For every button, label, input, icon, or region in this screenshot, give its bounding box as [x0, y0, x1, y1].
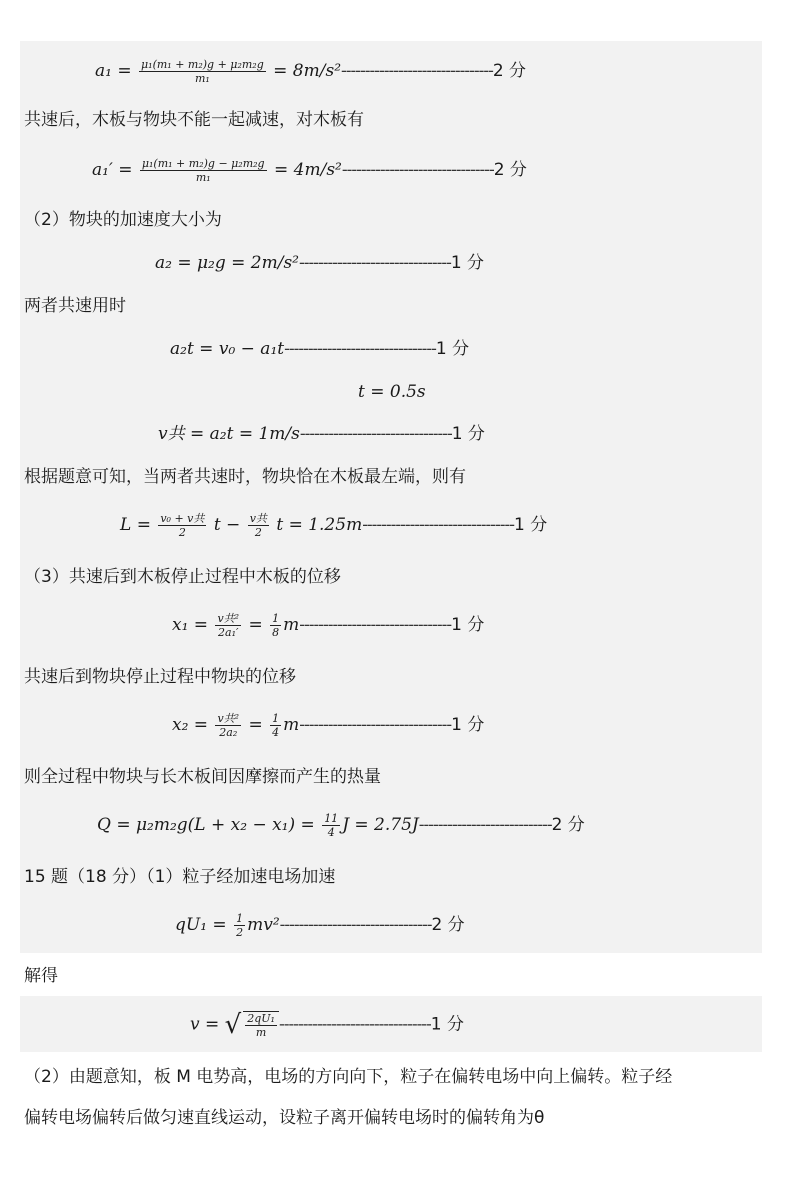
eq-lhs: a₁′ = [92, 160, 133, 180]
eq-lhs: x₁ = [172, 615, 209, 635]
numerator: 1 [272, 612, 280, 625]
score-label: 2 分 [492, 61, 527, 81]
eq-rhs: t = 1.25m [276, 515, 363, 535]
score-dashes: -------------------------------- [299, 615, 452, 635]
text-line: 15 题（18 分）（1）粒子经加速电场加速 [24, 867, 336, 887]
text-line: 共速后，木板与物块不能一起减速，对木板有 [24, 110, 364, 130]
denominator: 4 [272, 726, 280, 739]
score-label: 2 分 [431, 915, 465, 935]
eq-sign: = [248, 715, 263, 735]
denominator: 8 [272, 626, 280, 639]
fraction [215, 612, 241, 639]
denominator: m₁ [194, 72, 210, 85]
score-label: 2 分 [493, 160, 527, 180]
numerator: 1 [236, 912, 244, 925]
eq-rhs: = 8m/s² [273, 61, 342, 81]
text-line: 两者共速用时 [24, 296, 126, 316]
eq-rhs: m [283, 715, 300, 735]
eq-rhs: J = 2.75J [342, 815, 419, 835]
eq-lhs: a₁ = [95, 61, 132, 81]
numerator: μ₁(m₁ + m₂)g + μ₂m₂g [141, 58, 264, 71]
text-line: 解得 [24, 966, 58, 986]
fraction [215, 712, 241, 739]
eq-lhs: Q = μ₂m₂g(L + x₂ − x₁) = [97, 815, 315, 835]
eq-body: a₂t = v₀ − a₁t [170, 339, 285, 359]
score-dashes: -------------------------------- [278, 1014, 431, 1035]
score-dashes: -------------------------------- [341, 61, 493, 81]
fraction [322, 812, 340, 839]
equation-a1-prime [92, 157, 527, 184]
fraction [248, 512, 269, 539]
fraction [245, 1012, 277, 1039]
score-label: 1 分 [435, 339, 470, 359]
eq-lhs: L = [120, 515, 151, 535]
numerator: 11 [324, 812, 339, 825]
equation-a2 [155, 251, 484, 275]
equation-v-common [158, 422, 485, 446]
score-dashes: -------------------------------- [362, 515, 514, 535]
text-line: （2）由题意知，板 M 电势高，电场的方向向下，粒子在偏转电场中向上偏转。粒子经 [24, 1067, 673, 1087]
eq-body: v共 = a₂t = 1m/s [158, 424, 300, 444]
score-label: 1 分 [450, 253, 485, 273]
eq-sign: = [248, 615, 263, 635]
equation-x1 [172, 612, 484, 639]
fraction [270, 612, 281, 639]
score-label: 2 分 [551, 815, 585, 835]
sqrt-radicand [243, 1011, 279, 1039]
numerator: 1 [272, 712, 280, 725]
text-line: 根据题意可知，当两者共速时，物块恰在木板最左端，则有 [24, 467, 466, 487]
fraction [234, 912, 245, 939]
equation-qU1 [175, 912, 465, 939]
numerator: v共² [217, 612, 240, 625]
fraction [158, 512, 206, 539]
numerator: v共² [217, 712, 240, 725]
equation-t-value: t = 0.5s [358, 382, 426, 402]
denominator: 2 [236, 926, 244, 939]
eq-rhs: mv² [247, 915, 280, 935]
score-label: 1 分 [514, 515, 548, 535]
score-dashes: -------------------------------- [279, 915, 432, 935]
denominator: 4 [327, 826, 335, 839]
score-label: 1 分 [451, 615, 485, 635]
score-dashes: ---------------------------- [418, 815, 552, 835]
numerator: 2qU₁ [247, 1012, 275, 1025]
score-dashes: -------------------------------- [299, 253, 451, 273]
denominator: m₁ [195, 171, 211, 184]
equation-x2 [172, 712, 484, 739]
numerator: μ₁(m₁ + m₂)g − μ₂m₂g [141, 157, 265, 170]
eq-rhs: = 4m/s² [274, 160, 342, 180]
fraction [140, 157, 267, 184]
eq-rhs: m [283, 615, 300, 635]
equation-a1 [95, 58, 526, 85]
score-label: 1 分 [451, 424, 485, 444]
eq-lhs: v = [190, 1014, 220, 1035]
sqrt-icon: √ [224, 1010, 242, 1040]
denominator: 2a₁′ [218, 626, 239, 639]
denominator: 2a₂ [219, 726, 238, 739]
equation-time [170, 337, 469, 361]
score-label: 1 分 [430, 1014, 465, 1035]
equation-v [190, 1011, 464, 1039]
eq-mid: t − [213, 515, 241, 535]
score-dashes: -------------------------------- [299, 715, 452, 735]
text-line: 则全过程中物块与长木板间因摩擦而产生的热量 [24, 767, 381, 787]
numerator: v共 [249, 512, 267, 525]
score-dashes: -------------------------------- [341, 160, 494, 180]
score-label: 1 分 [451, 715, 485, 735]
numerator: v₀ + v共 [160, 512, 205, 525]
denominator: 2 [254, 526, 262, 539]
text-line: （2）物块的加速度大小为 [24, 210, 222, 230]
eq-body: a₂ = μ₂g = 2m/s² [155, 253, 300, 273]
denominator: m [255, 1026, 267, 1039]
eq-lhs: x₂ = [172, 715, 209, 735]
text-line: 共速后到物块停止过程中物块的位移 [24, 667, 296, 687]
fraction [139, 58, 266, 85]
score-dashes: -------------------------------- [299, 424, 452, 444]
fraction [270, 712, 281, 739]
denominator: 2 [178, 526, 186, 539]
text-line: 偏转电场偏转后做匀速直线运动，设粒子离开偏转电场时的偏转角为θ [24, 1108, 545, 1128]
text-line: （3）共速后到木板停止过程中木板的位移 [24, 567, 341, 587]
eq-lhs: qU₁ = [175, 915, 227, 935]
equation-Q [97, 812, 585, 839]
score-dashes: -------------------------------- [284, 339, 436, 359]
equation-L [120, 512, 547, 539]
